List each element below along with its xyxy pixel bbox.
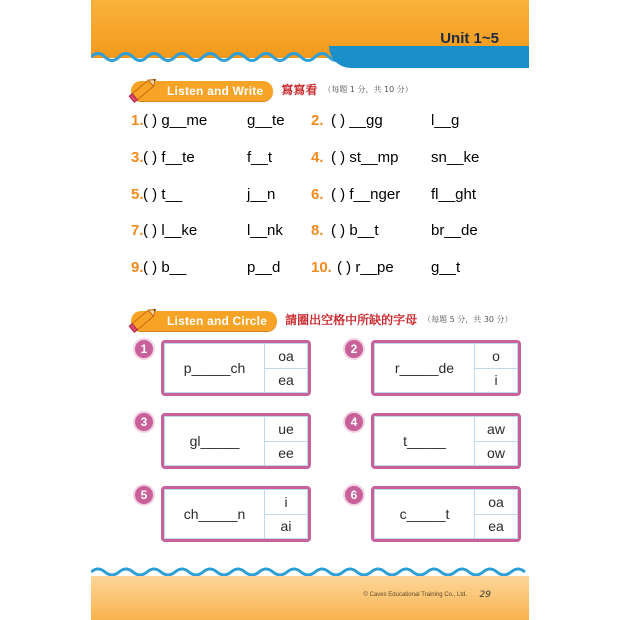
footer-band [91,576,529,620]
question-number: 5. [131,186,144,203]
answer-blank-word-a: ( ) g__me [143,112,208,129]
letter-option[interactable]: i [284,493,288,510]
answer-blank-word-a: ( ) st__mp [331,149,399,166]
answer-blank-word-b: fl__ght [431,186,477,203]
answer-blank-word-a: ( ) __gg [331,112,383,129]
listen-write-header [131,78,413,100]
header-curve-decoration [329,46,529,68]
circle-question-frame [371,413,521,469]
answer-blank-word-b: g__t [431,259,461,276]
circle-question-frame [371,340,521,396]
listen-write-title: Listen and Write [131,81,273,101]
question-number: 7. [131,222,144,239]
answer-blank-word-a: ( ) t__ [143,186,183,203]
question-number-badge: 4 [343,411,365,433]
letter-option[interactable]: ee [265,441,307,466]
question-number-badge: 5 [133,484,155,506]
answer-blank-word-a: ( ) l__ke [143,222,198,239]
answer-blank-word-b: l__g [431,112,460,129]
letter-option[interactable]: o [492,347,500,364]
missing-letter-word: c_____t [375,490,475,538]
circle-question-frame [161,413,311,469]
letter-option[interactable]: ea [265,368,307,393]
missing-letter-word: t_____ [375,417,475,465]
letter-options [475,490,517,538]
worksheet-page [91,0,529,620]
missing-letter-word: p_____ch [165,344,265,392]
question-number: 10. [311,259,332,276]
question-number: 4. [311,149,324,166]
letter-option[interactable]: ai [265,514,307,539]
circle-question-box [140,340,311,396]
missing-letter-word: gl_____ [165,417,265,465]
listen-write-score-note: （每題 1 分，共 10 分） [323,84,413,94]
listen-circle-zh-title: 請圈出空格中所缺的字母 [285,312,418,327]
circle-question-body [164,416,308,466]
missing-letter-word: ch_____n [165,490,265,538]
question-number: 1. [131,112,144,129]
question-number: 9. [131,259,144,276]
pencil-icon [127,72,161,106]
letter-option[interactable]: ea [475,514,517,539]
question-number-badge: 2 [343,338,365,360]
question-number-badge: 6 [343,484,365,506]
letter-option[interactable]: i [475,368,517,393]
listen-circle-score-note: （每題 5 分，共 30 分） [423,314,513,324]
answer-blank-word-a: ( ) b__ [143,259,187,276]
circle-question-box [350,486,521,542]
copyright-text: © Caves Educational Training Co., Ltd. [363,592,467,598]
circle-question-box [350,413,521,469]
circle-question-frame [161,340,311,396]
letter-options [265,344,307,392]
letter-option[interactable]: oa [488,493,504,510]
question-number: 8. [311,222,324,239]
listen-circle-header [131,308,513,330]
circle-question-frame [161,486,311,542]
circle-question-body [374,416,518,466]
letter-option[interactable]: oa [278,347,294,364]
answer-blank-word-b: g__te [247,112,285,129]
letter-option[interactable]: ow [475,441,517,466]
circle-question-box [140,413,311,469]
question-number: 6. [311,186,324,203]
letter-option[interactable]: aw [487,420,505,437]
answer-blank-word-b: sn__ke [431,149,480,166]
letter-options [265,417,307,465]
question-number: 3. [131,149,144,166]
circle-question-body [374,343,518,393]
missing-letter-word: r_____de [375,344,475,392]
letter-options [475,417,517,465]
answer-blank-word-b: l__nk [247,222,283,239]
answer-blank-word-b: j__n [247,186,276,203]
answer-blank-word-a: ( ) f__nger [331,186,401,203]
question-number-badge: 3 [133,411,155,433]
question-number: 2. [311,112,324,129]
circle-question-body [374,489,518,539]
page-number: 29 [479,590,491,600]
answer-blank-word-a: ( ) b__t [331,222,379,239]
question-number-badge: 1 [133,338,155,360]
listen-write-zh-title: 寫寫看 [281,82,318,97]
circle-question-box [350,340,521,396]
answer-blank-word-b: f__t [247,149,273,166]
listen-circle-title: Listen and Circle [131,311,277,331]
answer-blank-word-b: p__d [247,259,281,276]
circle-question-body [164,343,308,393]
letter-option[interactable]: ue [278,420,294,437]
unit-label: Unit 1~5 [440,30,499,47]
circle-question-body [164,489,308,539]
pencil-icon [127,302,161,336]
answer-blank-word-b: br__de [431,222,478,239]
answer-blank-word-a: ( ) r__pe [337,259,394,276]
circle-question-frame [371,486,521,542]
letter-options [475,344,517,392]
circle-question-box [140,486,311,542]
letter-options [265,490,307,538]
answer-blank-word-a: ( ) f__te [143,149,195,166]
